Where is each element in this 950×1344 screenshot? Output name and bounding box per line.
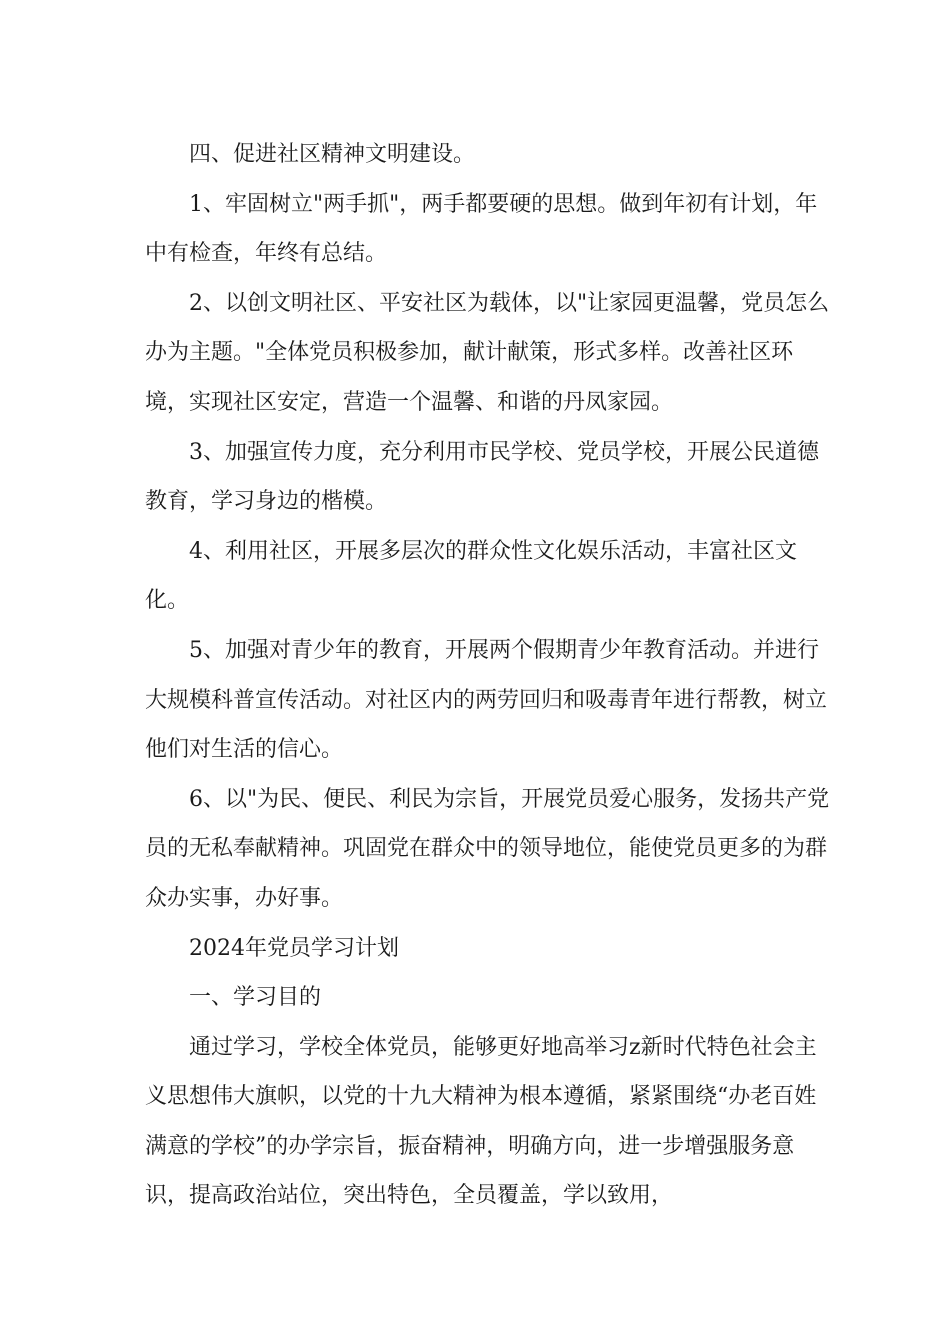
list-item-4: 4、利用社区，开展多层次的群众性文化娱乐活动，丰富社区文化。	[145, 538, 797, 614]
list-item-2: 2、以创文明社区、平安社区为载体，以"让家园更温馨，党员怎么办为主题。"全体党员积极参加，献计献策，形式多样。改善社区环境，实现社区安定，营造一个温馨、和谐的丹凤家园。	[145, 290, 830, 415]
list-item-3: 3、加强宣传力度，充分利用市民学校、党员学校，开展公民道德教育，学习身边的楷模。	[145, 439, 819, 515]
list-item-5: 5、加强对青少年的教育，开展两个假期青少年教育活动。并进行大规模科普宣传活动。对社区内的两劳回归和吸毒青年进行帮教，树立他们对生活的信心。	[145, 637, 828, 763]
document-body	[145, 130, 835, 1221]
section-heading-one: 一、学习目的	[189, 985, 322, 1011]
list-item-1: 1、牢固树立"两手抓"，两手都要硬的思想。做到年初有计划，年中有检查，年终有总结。	[145, 191, 818, 267]
section-heading-four: 四、促进社区精神文明建设。	[189, 142, 476, 167]
body-paragraph: 通过学习，学校全体党员，能够更好地高举习z新时代特色社会主义思想伟大旗帜，以党的十九大精神为根本遵循，紧紧围绕“办老百姓满意的学校”的办学宗旨，振奋精神，明确方向，进一步增强服务意识，提高政治站位，突出特色，全员覆盖，学以致用，	[145, 1034, 817, 1209]
plan-title: 2024年党员学习计划	[189, 935, 399, 961]
list-item-6: 6、以"为民、便民、利民为宗旨，开展党员爱心服务，发扬共产党员的无私奉献精神。巩固党在群众中的领导地位，能使党员更多的为群众办实事，办好事。	[145, 786, 830, 911]
